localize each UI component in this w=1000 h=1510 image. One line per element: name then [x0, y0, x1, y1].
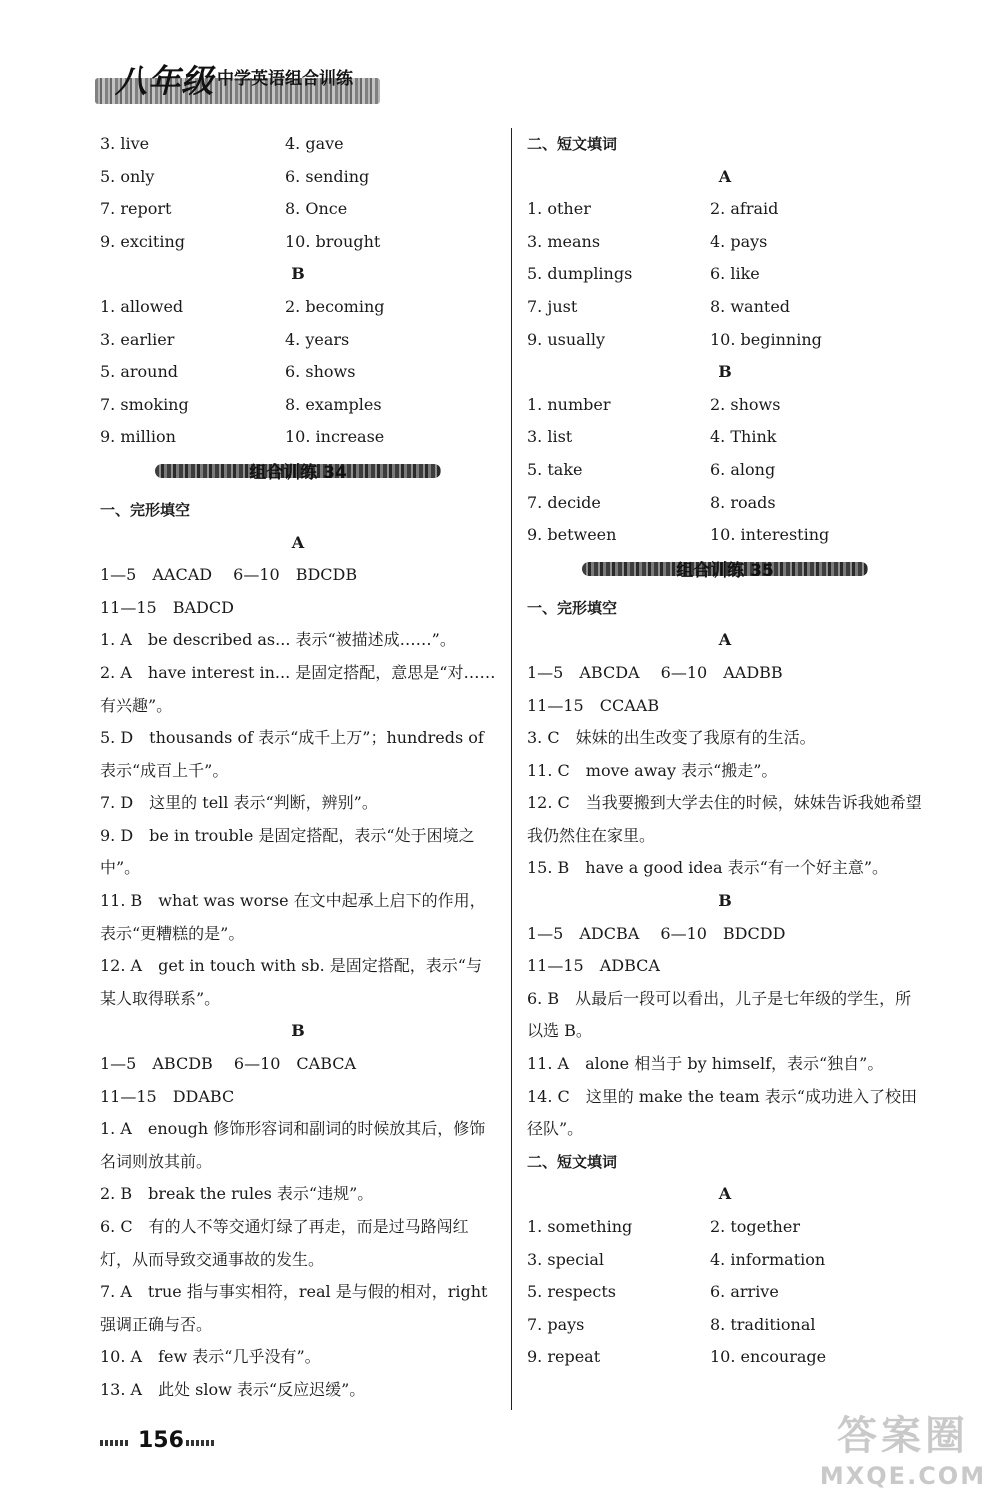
- answer-pairs-a: [527, 193, 923, 356]
- answer-item: 1. allowed: [100, 296, 184, 316]
- answer-row: [527, 1309, 923, 1342]
- answer-row: [100, 324, 496, 357]
- answer-item: 3. means: [527, 231, 601, 251]
- answer-item: 5. only: [100, 166, 155, 186]
- answer-note: 11. A alone 相当于 by himself，表示“独自”。: [527, 1054, 884, 1074]
- section-heading-fill-2: 二、短文填词: [527, 1152, 618, 1171]
- answer-pairs-b: [527, 389, 923, 552]
- answer-row: [527, 519, 923, 552]
- ornament-right: [186, 1440, 216, 1446]
- answer-note: 9. D be in trouble 是固定搭配，表示“处于困境之中”。: [100, 825, 475, 878]
- page-number-text: 156: [138, 1428, 184, 1453]
- ornament-left: [100, 1440, 130, 1446]
- answer-item: 9. exciting: [100, 231, 186, 251]
- answer-row: [527, 487, 923, 520]
- right-column: [527, 128, 923, 1374]
- answer-item: 8. wanted: [710, 296, 791, 316]
- answer-item: 7. just: [527, 296, 578, 316]
- answer-note: 7. D 这里的 tell 表示“判断，辨别”。: [100, 793, 378, 813]
- section-label-b2: B: [718, 891, 732, 911]
- answer-item: 10. increase: [285, 427, 385, 447]
- answer-item: 1. other: [527, 199, 591, 219]
- cloze-a-notes: [100, 559, 496, 1015]
- answer-item: 7. pays: [527, 1314, 585, 1334]
- answer-note: 2. A have interest in... 是固定搭配，意思是“对……有兴趣”。: [100, 662, 496, 715]
- answer-item: 10. interesting: [710, 525, 830, 545]
- answer-note: 1. A be described as... 表示“被描述成……”。: [100, 630, 456, 650]
- answer-note: 11. C move away 表示“搬走”。: [527, 760, 778, 780]
- answer-note: 11. B what was worse 在文中起承上启下的作用，表示“更糟糕的是”。: [100, 891, 486, 943]
- answer-row: [100, 193, 496, 226]
- exercise-banner-35: [527, 552, 923, 592]
- page-header: [95, 56, 380, 110]
- watermark-line2: MXQE.COM: [819, 1462, 987, 1490]
- answer-row: [100, 161, 496, 194]
- section-label-a2: A: [718, 630, 732, 650]
- answer-row: [100, 389, 496, 422]
- answer-item: 1. something: [527, 1217, 633, 1236]
- answer-item: 2. shows: [710, 394, 781, 414]
- answer-note: 15. B have a good idea 表示“有一个好主意”。: [527, 858, 889, 878]
- answer-row: [527, 421, 923, 454]
- column-divider: [511, 128, 512, 1410]
- answer-row: [527, 324, 923, 357]
- answer-item: 10. beginning: [710, 329, 822, 349]
- answer-item: 10. encourage: [710, 1347, 827, 1367]
- watermark: [818, 1410, 988, 1500]
- answer-note: 2. B break the rules 表示“违规”。: [100, 1184, 374, 1204]
- answer-row: [527, 389, 923, 422]
- answer-note: 11—15 ADBCA: [527, 956, 660, 976]
- answer-note: 6. C 有的人不等交通灯绿了再走，而是过马路闯红灯，从而导致交通事故的发生。: [100, 1217, 469, 1269]
- answer-row: [527, 1341, 923, 1374]
- answer-row: [527, 454, 923, 487]
- banner-title: 组合训练 34: [249, 462, 347, 483]
- answer-row: [527, 1211, 923, 1244]
- answer-item: 3. earlier: [100, 329, 175, 349]
- answer-item: 6. shows: [285, 362, 356, 382]
- page-number: [100, 1428, 220, 1458]
- cloze-b-notes: [100, 1048, 496, 1407]
- header-grade: 八年级: [115, 62, 215, 100]
- answer-item: 1. number: [527, 394, 611, 414]
- answer-note: 5. D thousands of 表示“成千上万”；hundreds of 表示“成百上千”。: [100, 728, 484, 780]
- answer-note: 11—15 DDABC: [100, 1086, 235, 1106]
- answer-item: 5. take: [527, 459, 583, 479]
- answer-item: 6. arrive: [710, 1282, 779, 1302]
- answer-item: 9. million: [100, 427, 176, 447]
- answer-item: 5. dumplings: [527, 264, 633, 284]
- answer-note: 11—15 BADCD: [100, 597, 234, 617]
- left-column: [100, 128, 496, 1407]
- cloze-a-notes: [527, 657, 923, 885]
- answer-row: [100, 421, 496, 454]
- answer-item: 2. becoming: [285, 296, 385, 316]
- answer-row: [100, 226, 496, 259]
- answer-note: 10. A few 表示“几乎没有”。: [100, 1347, 321, 1367]
- answer-row: [527, 226, 923, 259]
- answer-item: 4. pays: [710, 231, 768, 251]
- answer-item: 6. along: [710, 459, 776, 479]
- answer-note: 1—5 ADCBA 6—10 BDCDD: [527, 923, 786, 943]
- section-label-a3: A: [718, 1184, 732, 1204]
- answer-item: 8. examples: [285, 394, 382, 414]
- answer-item: 5. around: [100, 362, 179, 382]
- answer-item: 8. traditional: [710, 1314, 816, 1334]
- answer-pairs-b: [100, 291, 496, 454]
- answer-row: [527, 258, 923, 291]
- answer-item: 4. gave: [285, 134, 344, 153]
- answer-item: 3. live: [100, 134, 150, 153]
- answer-row: [527, 1276, 923, 1309]
- answer-row: [100, 291, 496, 324]
- answer-pairs-a3: [527, 1211, 923, 1374]
- answer-note: 1—5 ABCDB 6—10 CABCA: [100, 1054, 357, 1074]
- answer-item: 7. smoking: [100, 394, 189, 414]
- answer-row: [100, 128, 496, 161]
- answer-note: 13. A 此处 slow 表示“反应迟缓”。: [100, 1379, 366, 1399]
- answer-note: 11—15 CCAAB: [527, 695, 660, 715]
- answer-note: 7. A true 指与事实相符，real 是与假的相对，right 强调正确与否。: [100, 1282, 488, 1334]
- answer-item: 10. brought: [285, 231, 381, 251]
- answer-row: [527, 193, 923, 226]
- answer-item: 2. afraid: [710, 199, 779, 219]
- answer-item: 9. usually: [527, 329, 605, 349]
- answer-item: 2. together: [710, 1217, 800, 1236]
- answer-note: 1. A enough 修饰形容词和副词的时候放其后，修饰名词则放其前。: [100, 1119, 486, 1171]
- answer-row: [527, 1244, 923, 1277]
- answer-note: 3. C 妹妹的出生改变了我原有的生活。: [527, 728, 816, 748]
- answer-item: 4. information: [710, 1249, 826, 1269]
- answer-note: 1—5 AACAD 6—10 BDCDB: [100, 565, 358, 585]
- answer-item: 6. like: [710, 264, 760, 284]
- answer-note: 12. A get in touch with sb. 是固定搭配，表示“与某人取得联系”。: [100, 956, 482, 1008]
- answer-item: 4. years: [285, 329, 350, 349]
- answer-item: 3. list: [527, 427, 573, 447]
- answer-note: 6. B 从最后一段可以看出，儿子是七年级的学生，所以选 B。: [527, 988, 912, 1041]
- answer-item: 6. sending: [285, 166, 370, 186]
- banner-title: 组合训练 35: [676, 560, 774, 581]
- answer-item: 3. special: [527, 1249, 605, 1269]
- watermark-line1: 答案圈: [837, 1413, 969, 1459]
- answer-item: 4. Think: [710, 427, 777, 447]
- answer-item: 9. repeat: [527, 1347, 601, 1367]
- answer-item: 7. report: [100, 199, 172, 219]
- answer-item: 8. roads: [710, 492, 776, 512]
- exercise-banner-34: [100, 454, 496, 494]
- answer-item: 7. decide: [527, 492, 601, 512]
- answer-item: 8. Once: [285, 199, 348, 219]
- section-label-b: B: [291, 264, 305, 284]
- answer-note: 12. C 当我要搬到大学去住的时候，妹妹告诉我她希望我仍然住在家里。: [527, 793, 922, 845]
- answer-item: 9. between: [527, 525, 617, 545]
- answer-pairs-top: [100, 128, 496, 258]
- header-subtitle: 中学英语组合训练: [217, 69, 353, 89]
- answer-row: [527, 291, 923, 324]
- section-label-a: A: [718, 166, 732, 186]
- answer-row: [100, 356, 496, 389]
- answer-item: 5. respects: [527, 1282, 616, 1302]
- section-heading-cloze: 一、完形填空: [100, 500, 191, 519]
- section-heading-cloze: 一、完形填空: [527, 598, 618, 617]
- section-label-b2: B: [291, 1021, 305, 1041]
- answer-note: 14. C 这里的 make the team 表示“成功进入了校田径队”。: [527, 1086, 917, 1139]
- cloze-b-notes: [527, 918, 923, 1146]
- section-label-a: A: [291, 532, 305, 552]
- answer-note: 1—5 ABCDA 6—10 AADBB: [527, 662, 783, 682]
- section-label-b: B: [718, 362, 732, 382]
- section-heading-fill: 二、短文填词: [527, 135, 618, 153]
